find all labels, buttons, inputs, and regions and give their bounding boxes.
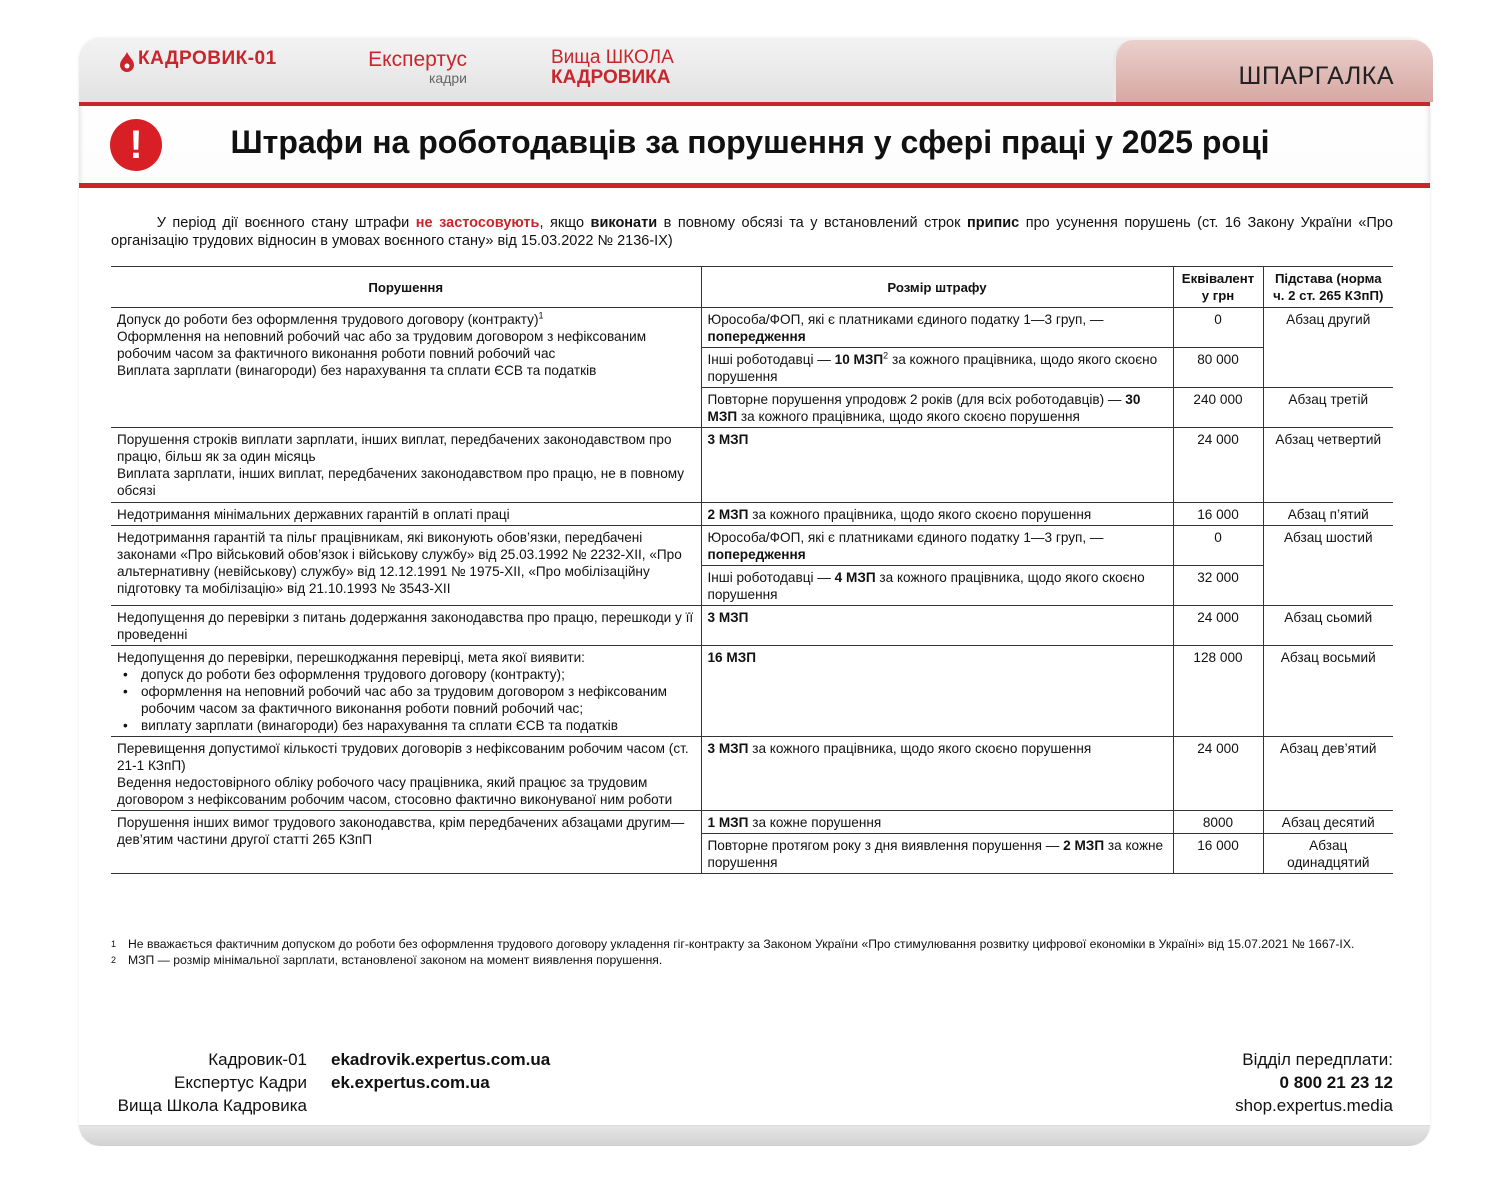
fine-text: Інші роботодавці —	[707, 352, 835, 367]
footnote	[111, 952, 1393, 968]
fine-amount: 1 МЗП	[707, 815, 749, 830]
exclamation-icon: !	[110, 119, 162, 171]
intro-text-3: в повному обсязі та у встановлений строк	[657, 215, 967, 231]
fine-text: за кожного працівника, щодо якого скоєно порушення	[748, 507, 1092, 522]
violation-cell: Недопущення до перевірки з питань додержання законодавства про працю, перешкоди у її проведенні	[111, 606, 701, 646]
fine-amount: 10 МЗП	[834, 352, 884, 367]
fine-text: за кожне порушення	[707, 838, 1164, 870]
list-item: • виплату зарплати (винагороди) без нарахування та сплати ЄСВ та податків	[141, 717, 695, 734]
table-row	[111, 503, 1393, 526]
logo-kadrovyk	[120, 48, 277, 70]
basis-cell: Абзац третій	[1263, 388, 1393, 428]
footnote	[111, 936, 1393, 952]
intro-paragraph	[111, 214, 1393, 250]
intro-text-1: У період дії воєнного стану штрафи	[156, 215, 416, 231]
header-fine: Розмір штрафу	[701, 267, 1173, 308]
fine-text: за кожного працівника, щодо якого скоєно порушення	[707, 570, 1145, 602]
fine-cell	[701, 503, 1173, 526]
header-equivalent: Еквівалент у грн	[1173, 267, 1263, 308]
fine-amount: 4 МЗП	[834, 570, 876, 585]
equivalent-cell: 24 000	[1173, 606, 1263, 646]
footnote-ref: 2	[883, 350, 889, 361]
fine-text: Юрособа/ФОП, які є платниками єдиного податку 1—3 груп, —	[707, 530, 1104, 545]
logo-kadrovyk-text: КАДРОВИК-01	[138, 48, 277, 69]
violation-cell	[111, 428, 701, 503]
footnote-number: 1	[111, 939, 117, 949]
table-row	[111, 308, 1393, 348]
equivalent-cell: 80 000	[1173, 348, 1263, 388]
subscription-phone[interactable]: 0 800 21 23 12	[1279, 1073, 1393, 1092]
equivalent-cell: 128 000	[1173, 646, 1263, 737]
footer-site-link[interactable]: ek.expertus.com.ua	[331, 1073, 490, 1092]
basis-cell: Абзац дев’ятий	[1263, 737, 1393, 811]
card-bottom-edge	[79, 1125, 1430, 1146]
subscription-label: Відділ передплати:	[1242, 1050, 1393, 1069]
shop-link[interactable]: shop.expertus.media	[1235, 1096, 1393, 1115]
table-row	[111, 737, 1393, 811]
intro-text-2: , якщо	[539, 215, 591, 231]
fine-cell	[701, 566, 1173, 606]
list-item: • оформлення на неповний робочий час або за трудовим договором з нефіксованим робочим часом за фактичного виконання роботи повний робочий час;	[141, 683, 695, 717]
logo-school-line2: КАДРОВИКА	[551, 67, 671, 88]
fine-text: за кожне порушення	[748, 815, 882, 830]
footnote-ref: 1	[538, 310, 544, 321]
equivalent-cell: 24 000	[1173, 737, 1263, 811]
fine-cell	[701, 388, 1173, 428]
fine-amount: 3 МЗП	[707, 610, 749, 625]
fine-amount: 16 МЗП	[707, 650, 757, 665]
violation-cell	[111, 737, 701, 811]
footer-sites	[331, 1048, 550, 1094]
fine-cell	[701, 606, 1173, 646]
footer-brand: Кадровик-01	[208, 1050, 307, 1069]
basis-cell: Абзац восьмий	[1263, 646, 1393, 737]
table-row	[111, 606, 1393, 646]
fine-text: Повторне протягом року з дня виявлення порушення —	[707, 838, 1064, 853]
violation-text: Оформлення на неповний робочий час або за трудовим договором з нефіксованим робочим часом за фактичного виконання роботи повний робочий час	[117, 329, 647, 361]
equivalent-cell: 8000	[1173, 811, 1263, 834]
table-row	[111, 811, 1393, 834]
equivalent-cell: 16 000	[1173, 503, 1263, 526]
logo-school	[551, 48, 674, 88]
footer-brands	[111, 1048, 307, 1117]
header-violation: Порушення	[111, 267, 701, 308]
basis-cell: Абзац четвертий	[1263, 428, 1393, 503]
basis-cell: Абзац сьомий	[1263, 606, 1393, 646]
fine-cell	[701, 428, 1173, 503]
fine-text: за кожного працівника, щодо якого скоєно порушення	[707, 352, 1158, 384]
intro-execute: виконати	[590, 215, 658, 231]
fine-amount: 2 МЗП	[1063, 838, 1105, 853]
violation-text: Допуск до роботи без оформлення трудового договору (контракту)	[117, 312, 539, 327]
violation-text: Порушення строків виплати зарплати, інших виплат, передбачених законодавством про працю, більш як за один місяць	[117, 432, 672, 464]
footnote-number: 2	[111, 955, 117, 965]
table-row	[111, 526, 1393, 566]
fine-cell	[701, 308, 1173, 348]
fines-table	[111, 266, 1393, 874]
fine-text: Повторне порушення упродовж 2 років (для всіх роботодавців) —	[707, 392, 1126, 407]
equivalent-cell: 16 000	[1173, 834, 1263, 874]
violation-text: Недопущення до перевірки, перешкоджання перевірці, мета якої виявити:	[117, 650, 585, 665]
footer-brand: Вища Школа Кадровика	[117, 1096, 307, 1115]
violation-bullets	[117, 666, 695, 734]
footer-site-link[interactable]: ekadrovik.expertus.com.ua	[331, 1050, 551, 1069]
fine-cell	[701, 834, 1173, 874]
violation-cell	[111, 646, 701, 737]
header-tab-label: ШПАРГАЛКА	[1238, 62, 1394, 90]
title-divider	[79, 183, 1430, 188]
equivalent-cell: 240 000	[1173, 388, 1263, 428]
fine-text: за кожного працівника, щодо якого скоєно порушення	[737, 409, 1080, 424]
violation-text: Виплата зарплати (винагороди) без нарахування та сплати ЄСВ та податків	[117, 363, 597, 378]
logo-expertus	[365, 48, 467, 86]
page-title: Штрафи на роботодавців за порушення у сфері праці у 2025 році	[230, 124, 1270, 160]
basis-cell: Абзац десятий	[1263, 811, 1393, 834]
equivalent-cell: 0	[1173, 526, 1263, 566]
footer-subscription	[1235, 1048, 1393, 1117]
footnote-text: МЗП — розмір мінімальної зарплати, встановленої законом на момент виявлення порушення.	[128, 953, 663, 967]
violation-cell: Недотримання гарантій та пільг працівникам, які виконують обов’язки, передбачені законами «Про військовий обов’язок і військову службу» від 25.03.1992 № 2232-XII, «Про альтернативну (невійськову) службу» від 12.12.1991 № 1975-XII, «Про мобілізаційну підготовку та мобілізацію» від 21.10.1993 № 3543-XII	[111, 526, 701, 606]
violation-text: Ведення недостовірного обліку робочого часу працівника, який працює за трудовим договором з нефіксованим робочим часом, стосовно фактично виконуваної ним роботи	[117, 775, 673, 807]
table-row	[111, 646, 1393, 737]
fine-amount: 3 МЗП	[707, 432, 749, 447]
intro-text-4: про усунення порушень (ст. 16 Закону України «Про організацію трудових відносин в умовах воєнного стану» від 15.03.2022 № 2136-IX)	[111, 215, 1393, 249]
basis-cell: Абзац шостий	[1263, 526, 1393, 606]
equivalent-cell: 32 000	[1173, 566, 1263, 606]
equivalent-cell: 24 000	[1173, 428, 1263, 503]
violation-cell: Недотримання мінімальних державних гарантій в оплаті праці	[111, 503, 701, 526]
logo-expertus-line1: Експертус	[368, 48, 467, 71]
intro-not-applied: не застосовують	[415, 215, 540, 231]
fine-cell	[701, 646, 1173, 737]
fine-cell	[701, 737, 1173, 811]
fine-amount: 30 МЗП	[707, 392, 1141, 424]
header-basis: Підстава (норма ч. 2 ст. 265 КЗпП)	[1263, 267, 1393, 308]
fine-text: за кожного працівника, щодо якого скоєно порушення	[748, 741, 1092, 756]
violation-cell: Порушення інших вимог трудового законодавства, крім передбачених абзацами другим—дев’ятим частини другої статті 265 КЗпП	[111, 811, 701, 874]
logo-school-line1: Вища ШКОЛА	[551, 47, 674, 68]
fine-cell	[701, 348, 1173, 388]
fine-amount: 2 МЗП	[707, 507, 749, 522]
violation-text: Перевищення допустимої кількості трудових договорів з нефіксованим робочим часом (ст. 21-1 КЗпП)	[117, 741, 689, 773]
basis-cell: Абзац п’ятий	[1263, 503, 1393, 526]
footer-brand: Експертус Кадри	[174, 1073, 307, 1092]
intro-order: припис	[966, 215, 1020, 231]
fine-cell	[701, 526, 1173, 566]
fine-amount: попередження	[707, 329, 806, 344]
footnote-text: Не вважається фактичним допуском до роботи без оформлення трудового договору укладення гіг-контракту за Законом України «Про стимулювання розвитку цифрової економіки в Україні» від 15.07.2021 № 1667-IX.	[128, 937, 1355, 951]
list-item: • допуск до роботи без оформлення трудового договору (контракту);	[141, 666, 695, 683]
violation-text: Виплата зарплати, інших виплат, передбачених законодавством про працю, не в повному обсязі	[117, 466, 685, 498]
fine-cell	[701, 811, 1173, 834]
violation-cell	[111, 308, 701, 428]
fine-amount: 3 МЗП	[707, 741, 749, 756]
fine-text: Юрособа/ФОП, які є платниками єдиного податку 1—3 груп, —	[707, 312, 1104, 327]
fine-text: Інші роботодавці —	[707, 570, 835, 585]
table-header-row	[111, 267, 1393, 308]
logo-expertus-line2: кадри	[429, 70, 467, 86]
table-row	[111, 428, 1393, 503]
basis-cell: Абзац другий	[1263, 308, 1393, 388]
flame-icon	[120, 52, 134, 72]
footnotes	[111, 936, 1393, 968]
equivalent-cell: 0	[1173, 308, 1263, 348]
fine-amount: попередження	[707, 547, 806, 562]
basis-cell: Абзац одинадцятий	[1263, 834, 1393, 874]
